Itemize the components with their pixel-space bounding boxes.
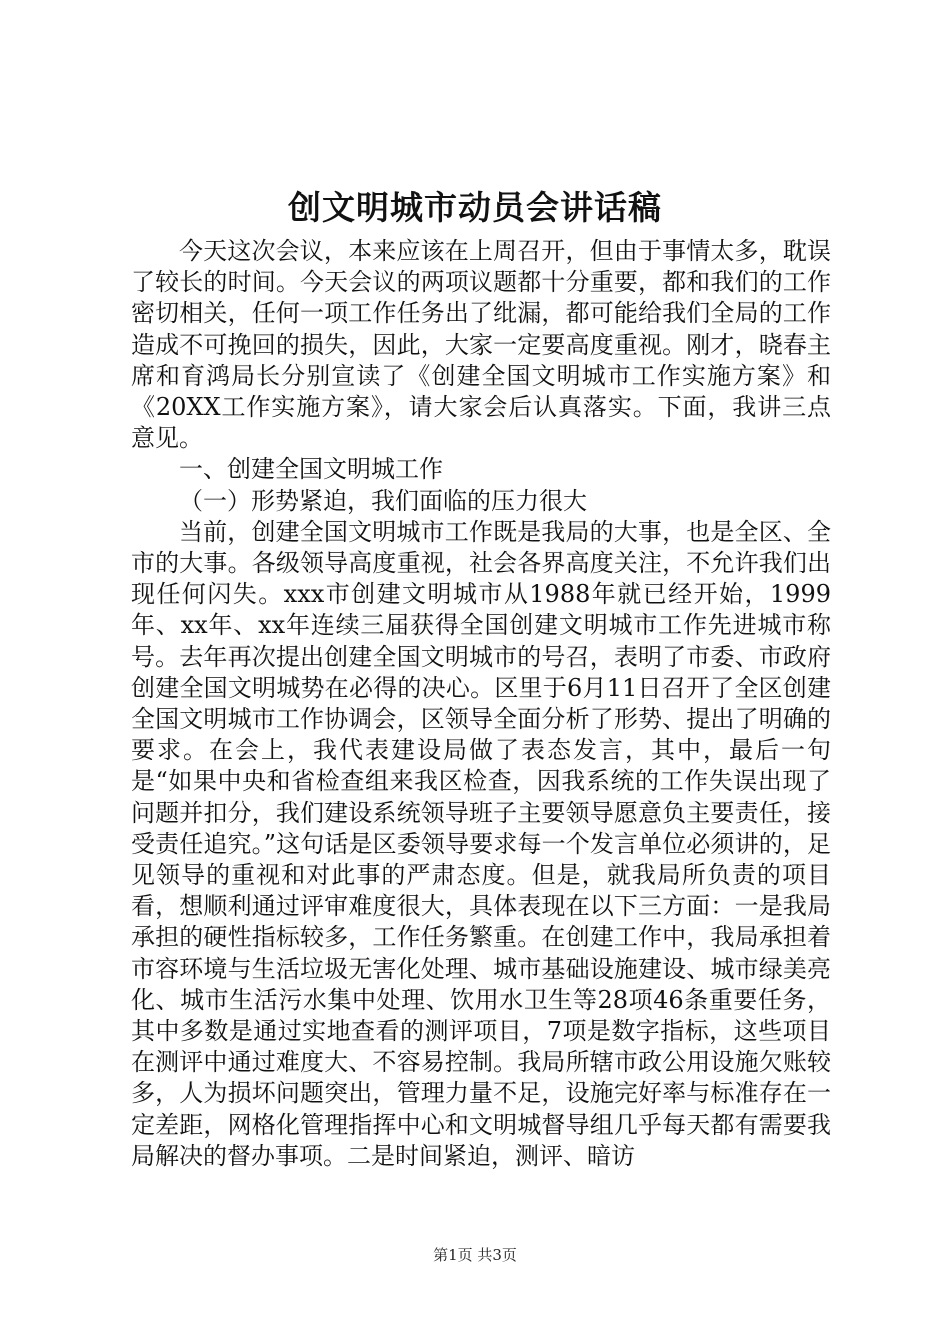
paragraph-situation: 当前，创建全国文明城市工作既是我局的大事，也是全区、全市的大事。各级领导高度重视，社会各界高度关注，不允许我们出现任何闪失。xxx市创建文明城市从1988年就已经开始，1999年、xx年、xx年连续三届获得全国创建文明城市工作先进城市称号。去年再次提出创建全国文明城市的号召，表明了市委、市政府创建全国文明城势在必得的决心。区里于6月11日召开了全区创建全国文明城市工作协调会，区领导全面分析了形势、提出了明确的要求。在会上，我代表建设局做了表态发言，其中，最后一句是“如果中央和省检查组来我区检查，因我系统的工作失误出现了问题并扣分，我们建设系统领导班子主要领导愿意负主要责任，接受责任追究。”这句话是区委领导要求每一个发言单位必须讲的，足见领导的重视和对此事的严肃态度。但是，就我局所负责的项目看，想顺利通过评审难度很大，具体表现在以下三方面：一是我局承担的硬性指标较多，工作任务繁重。在创建工作中，我局承担着市容环境与生活垃圾无害化处理、城市基础设施建设、城市绿美亮化、城市生活污水集中处理、饮用水卫生等28项46条重要任务，其中多数是通过实地查看的测评项目，7项是数字指标，这些项目在测评中通过难度大、不容易控制。我局所辖市政公用设施欠账较多，人为损坏问题突出，管理力量不足，设施完好率与标准存在一定差距，网格化管理指挥中心和文明城督导组几乎每天都有需要我局解决的督办事项。二是时间紧迫，测评、暗访	[131, 517, 831, 1170]
document-title: 创文明城市动员会讲话稿	[288, 188, 662, 227]
paragraph-intro: 今天这次会议，本来应该在上周召开，但由于事情太多，耽误了较长的时间。今天会议的两项议题都十分重要，都和我们的工作密切相关，任何一项工作任务出了纰漏，都可能给我们全局的工作造成不可挽回的损失，因此，大家一定要高度重视。刚才，晓春主席和育鸿局长分别宣读了《创建全国文明城市工作实施方案》和《20XX工作实施方案》，请大家会后认真落实。下面，我讲三点意见。	[131, 237, 831, 453]
section-heading-1: 一、创建全国文明城工作	[179, 455, 443, 484]
document-body	[131, 236, 831, 1172]
page-footer: 第1页 共3页	[433, 1246, 517, 1264]
subsection-heading-1: （一）形势紧迫，我们面临的压力很大	[179, 486, 587, 515]
